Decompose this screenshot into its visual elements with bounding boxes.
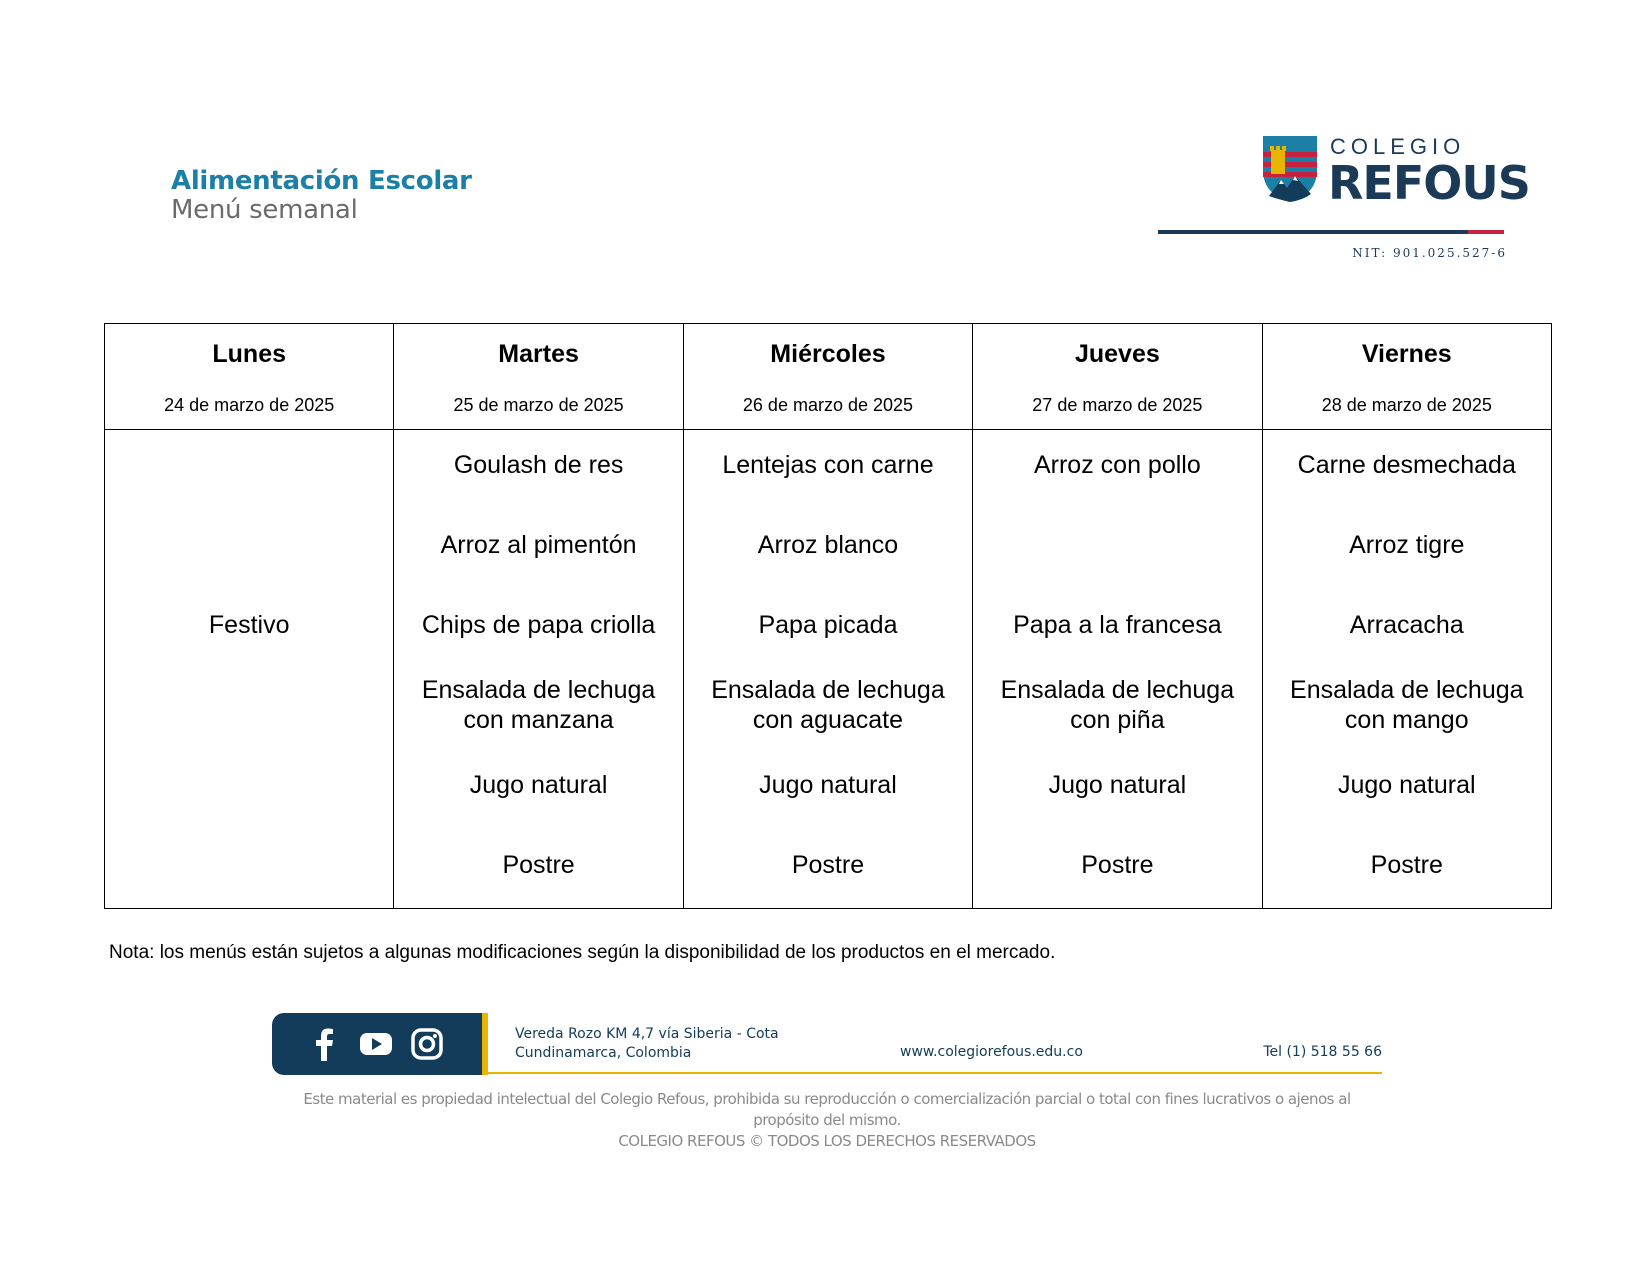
dessert: Postre [502, 851, 575, 879]
day-date: 24 de marzo de 2025 [164, 395, 335, 415]
salad-line-2: con manzana [463, 706, 614, 734]
dessert: Postre [791, 851, 865, 879]
day-date: 28 de marzo de 2025 [1321, 395, 1492, 415]
footer-phone: Tel (1) 518 55 66 [1263, 1044, 1382, 1060]
day-date: 26 de marzo de 2025 [742, 395, 914, 415]
main-dish: Arroz con pollo [1033, 451, 1201, 479]
side-dish: Papa picada [758, 611, 898, 639]
side-dish: Chips de papa criolla [421, 611, 656, 639]
document-header [171, 166, 472, 224]
main-dish: Goulash de res [453, 451, 624, 479]
menu-cell-martes [394, 430, 683, 909]
menu-cell-lunes [105, 430, 394, 909]
footer-website-link[interactable]: www.colegiorefous.edu.co [900, 1044, 1083, 1060]
dessert: Postre [1081, 851, 1154, 879]
school-logo [1158, 130, 1530, 265]
drink: Jugo natural [1048, 771, 1187, 799]
facebook-icon[interactable] [308, 1027, 342, 1061]
instagram-icon[interactable] [410, 1027, 444, 1061]
drink: Jugo natural [759, 771, 897, 799]
menu-note: Nota: los menús están sujetos a algunas modificaciones según la disponibilidad de los productos en el mercado. [109, 942, 1056, 963]
salad-line-2: con mango [1344, 706, 1469, 734]
side-dish: Arracacha [1349, 611, 1464, 639]
weekly-menu-table [104, 323, 1552, 909]
day-name: Lunes [212, 340, 286, 368]
menu-cell-jueves [973, 430, 1262, 909]
document-title: Alimentación Escolar [171, 166, 472, 196]
social-links [272, 1013, 484, 1075]
logo-nit: NIT: 901.025.527-6 [1352, 246, 1507, 260]
rice-dish: Arroz tigre [1349, 531, 1465, 559]
drink: Jugo natural [469, 771, 608, 799]
salad [684, 675, 972, 735]
day-name: Miércoles [770, 340, 886, 368]
salad-line-1: Ensalada de lechuga [1000, 676, 1235, 704]
shield-icon [1263, 136, 1317, 202]
address-line-2: Cundinamarca, Colombia [515, 1045, 692, 1061]
salad-line-1: Ensalada de lechuga [1290, 676, 1524, 704]
legal-notice [272, 1089, 1382, 1152]
day-name: Jueves [1074, 340, 1160, 368]
day-date: 27 de marzo de 2025 [1032, 395, 1203, 415]
dessert: Postre [1370, 851, 1443, 879]
day-name: Viernes [1361, 340, 1452, 368]
drink: Jugo natural [1337, 771, 1476, 799]
main-dish: Lentejas con carne [722, 451, 934, 479]
side-dish: Papa a la francesa [1013, 611, 1222, 639]
salad-line-2: con piña [1070, 706, 1165, 734]
salad-line-1: Ensalada de lechuga [711, 676, 945, 704]
table-header-row [105, 324, 1552, 430]
address-line-1: Vereda Rozo KM 4,7 vía Siberia - Cota [515, 1026, 779, 1042]
salad [394, 675, 682, 735]
logo-refous-text: REFOUS [1328, 156, 1530, 210]
salad-line-1: Ensalada de lechuga [421, 676, 656, 704]
day-date: 25 de marzo de 2025 [453, 395, 624, 415]
logo-divider [1158, 230, 1504, 234]
footer-accent-bar [482, 1013, 488, 1075]
footer-underline [488, 1072, 1382, 1074]
footer-address [515, 1025, 779, 1063]
day-header-viernes [1262, 324, 1551, 430]
holiday-label: Festivo [208, 611, 290, 639]
menu-cell-viernes [1262, 430, 1551, 909]
menu-cell-miercoles [683, 430, 972, 909]
document-subtitle: Menú semanal [171, 195, 358, 225]
footer-bar [272, 1013, 1382, 1077]
rice-dish: Arroz al pimentón [440, 531, 637, 559]
day-name: Martes [498, 340, 579, 368]
day-header-miercoles [683, 324, 972, 430]
day-header-jueves [973, 324, 1262, 430]
logo-colegio-text: COLEGIO [1330, 134, 1466, 159]
youtube-icon[interactable] [359, 1027, 393, 1061]
salad-line-2: con aguacate [752, 706, 904, 734]
legal-line-1: Este material es propiedad intelectual del Colegio Refous, prohibida su reproducción o comercialización parcial o total con fines lucrativos o ajenos al propósito del mismo. [303, 1090, 1351, 1129]
table-menu-row [105, 430, 1552, 909]
legal-line-2: COLEGIO REFOUS © TODOS LOS DERECHOS RESERVADOS [618, 1132, 1036, 1150]
main-dish: Carne desmechada [1297, 451, 1516, 479]
logo-divider-accent [1468, 230, 1504, 234]
day-header-martes [394, 324, 683, 430]
salad [1263, 675, 1551, 735]
day-header-lunes [105, 324, 394, 430]
rice-dish: Arroz blanco [757, 531, 899, 559]
salad [973, 675, 1261, 735]
